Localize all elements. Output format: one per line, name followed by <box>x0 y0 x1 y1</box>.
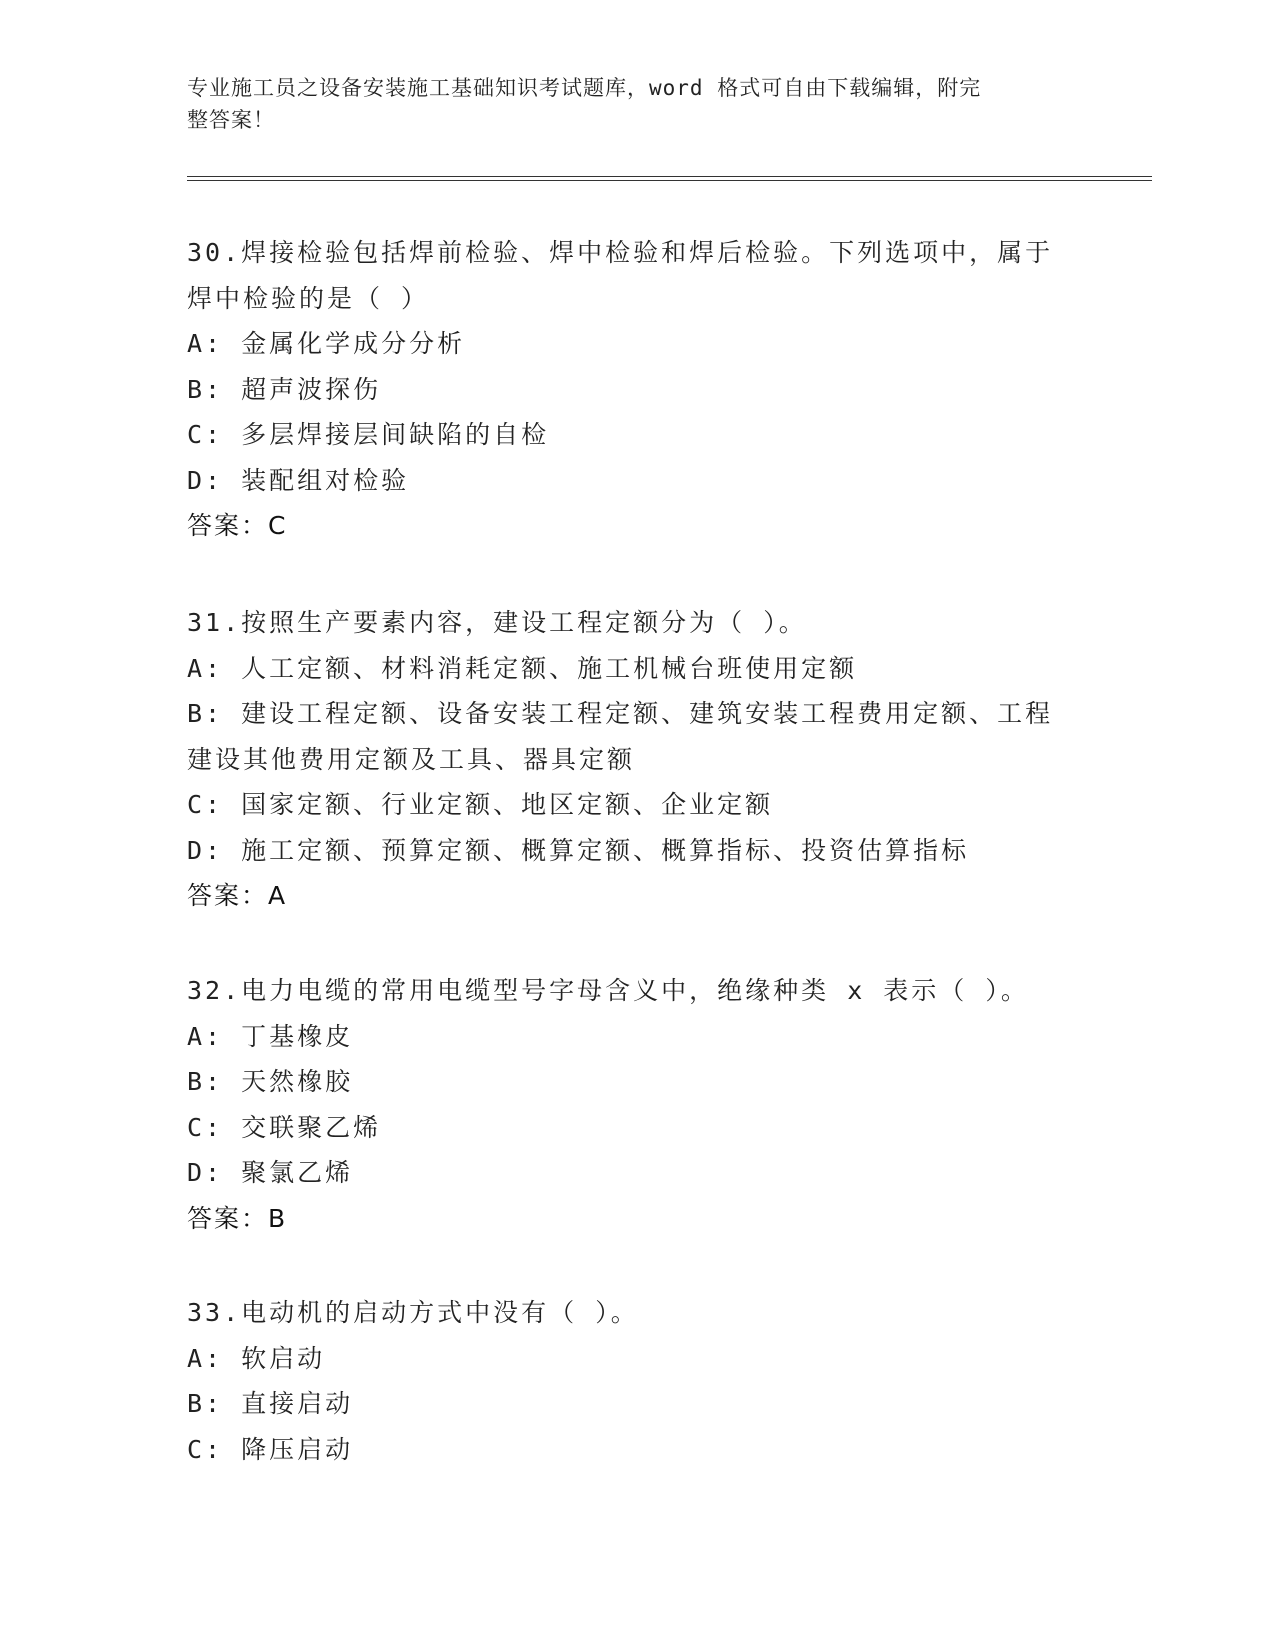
question-30 <box>187 230 1087 549</box>
option-a: A: 软启动 <box>187 1343 326 1373</box>
answer: 答案：C <box>187 511 288 540</box>
answer: 答案：A <box>187 881 288 910</box>
option-a: A: 丁基橡皮 <box>187 1021 354 1051</box>
question-33 <box>187 1290 1087 1472</box>
option-c: C: 交联聚乙烯 <box>187 1112 382 1142</box>
question-stem: 32.电力电缆的常用电缆型号字母含义中，绝缘种类 x 表示（ ）。 <box>187 976 1029 1005</box>
option-c: C: 国家定额、行业定额、地区定额、企业定额 <box>187 790 774 819</box>
option-b: B: 建设工程定额、设备安装工程定额、建筑安装工程费用定额、工程 <box>187 699 1054 728</box>
option-a: A: 人工定额、材料消耗定额、施工机械台班使用定额 <box>187 653 858 683</box>
option-b: B: 超声波探伤 <box>187 374 382 404</box>
question-31 <box>187 600 1087 919</box>
answer: 答案：B <box>187 1203 288 1233</box>
option-d: D: 施工定额、预算定额、概算定额、概算指标、投资估算指标 <box>187 835 970 865</box>
question-stem: 焊中检验的是（ ） <box>187 283 430 313</box>
question-stem: 30.焊接检验包括焊前检验、焊中检验和焊后检验。下列选项中，属于 <box>187 238 1054 267</box>
option-b-continued: 建设其他费用定额及工具、器具定额 <box>187 744 636 774</box>
header-rule-top <box>187 176 1152 177</box>
option-d: D: 聚氯乙烯 <box>187 1158 354 1187</box>
question-32 <box>187 968 1087 1241</box>
question-stem: 31.按照生产要素内容，建设工程定额分为（ ）。 <box>187 608 807 637</box>
option-b: B: 直接启动 <box>187 1389 354 1418</box>
header-line-1: 专业施工员之设备安装施工基础知识考试题库，word 格式可自由下载编辑，附完 <box>187 76 982 100</box>
document-header <box>187 72 1067 136</box>
option-d: D: 装配组对检验 <box>187 465 410 495</box>
option-c: C: 降压启动 <box>187 1434 354 1464</box>
option-b: B: 天然橡胶 <box>187 1067 354 1096</box>
header-rule-bottom <box>187 180 1152 181</box>
header-line-2: 整答案！ <box>187 108 275 132</box>
question-stem: 33.电动机的启动方式中没有（ ）。 <box>187 1298 639 1327</box>
option-c: C: 多层焊接层间缺陷的自检 <box>187 420 550 449</box>
option-a: A: 金属化学成分分析 <box>187 329 466 358</box>
